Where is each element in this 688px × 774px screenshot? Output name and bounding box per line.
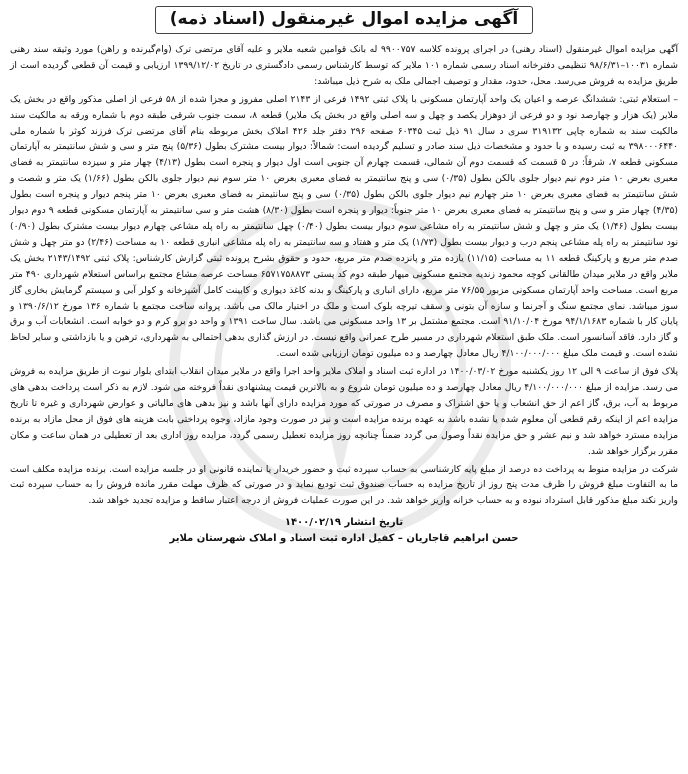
property-description-paragraph: – استعلام ثبتی: ششدانگ عرصه و اعیان یک واحد آپارتمان مسکونی با پلاک ثبتی ۱۴۹۲ فرعی از ۲۱۴۳ اصلی مفروز و مجزا شده از ۵۸ فرعی از اصلی مذکور واقع در بخش یک ملایر (یک هزار و چهارصد نود و دو فرعی از دوهزار یکصد و چهل و سه اصلی واقع در بخش یک ملایر) قطعه ۸، سمت جنوب شرقی طبقه دوم با شماره ورقه به مالکیت سند مالکیت سند به شماره چاپی ۳۱۹۱۳۲ سری د سال ۹۱ ذیل ثبت ۶۰۳۴۵ صفحه ۲۹۶ دفتر جلد ۴۲۶ املاک بخش مربوطه بنام آقای مرتضی ترک فرزند کوثر با شماره ملی ۳۹۸۰۰۰۶۴۴۰ به ثبت رسیده و با حدود و مشخصات ذیل سند صادر و تسلیم گردیده است: شمالاً: دیوار بیست مشترک بطول (۵/۳۶) پنج متر و سی و شش سانتیمتر به آپارتمان مسکونی قطعه ۷، شرقاً: در ۵ قسمت که قسمت دوم آن شمالی، قسمت چهارم آن جنوبی است اول دیوار و پنجره است بطول (۴/۱۳) چهار متر و سیزده سانتیمتر به فضای معبری بعرض ۱۰ متر دوم نیم دیوار جلوی بالکن بطول (۰/۳۵) سی و پنج سانتیمتر به فضای معبری بعرض ۱۰ متر سوم نیم دیوار جلوی بالکن بطول (۱/۶۶) یک متر و شصت و شش سانتیمتر به فضای معبری بعرض ۱۰ متر چهارم نیم دیوار جلوی بالکن بطول (۰/۳۵) سی و پنج سانتیمتر به فضای معبری بعرض ۱۰ متر پنجم دیوار و پنجره است بطول (۴/۳۵) چهار متر و سی و پنج سانتیمتر به فضای معبری بعرض ۱۰ متر جنوباً: دیوار و پنجره است بطول (۸/۳۰) هشت متر و سی سانتیمتر به آپارتمان مسکونی قطعه ۹ دوم دیوار بیست بطول (۱/۴۶) یک متر و چهل و شش سانتیمتر به راه مشاعی سوم دیوار بیست بطول (۰/۴۰) چهل سانتیمتر به راه پله مشاعی چهارم دیوار بیست مشترک بطول (۰/۹۰) نود سانتیمتر به راه پله مشاعی پنجم درب و دیوار بیست بطول (۱/۷۳) یک متر و هفتاد و سه سانتیمتر به راه پله مشاعی انباری قطعه ۱۰ به مساحت (۲/۴۶) دو متر چهل و شش صدم متر مربع و پارکینگ قطعه ۱۱ به مساحت (۱۱/۱۵) یازده متر و پانزده صدم متر مربع، حدود و حقوق بشرح پرونده ثبتی گزارش کارشناس: پلاک ثبتی ۲۱۴۳/۱۴۹۲ بخش یک ملایر واقع در ملایر میدان طالقانی کوچه محمود زندیه مجتمع مسکونی میهار طبقه دوم کد پستی ۶۵۷۱۷۵۸۸۷۳ مساحت عرصه مشاع مجتمع براساس استعلام شهرداری ۴۹۰ متر مربع است. مساحت واحد آپارتمان مسکونی مزبور ۷۶/۵۵ متر مربع، دارای انباری و پارکینگ و بدنه کاغذ دیواری و کابینت کامل آشپزخانه و کولر آبی و سیستم گرمایش بخاری گاز سوز میباشد. نمای مجتمع سنگ و آجرنما و سازه آن بتونی و سقف تیرچه بلوک است و ملک در اختیار مالک می باشد. پروانه ساخت مجتمع با شماره ۱۳۶ مورخ ۱۳۹۰/۶/۱۲ و پایان کار با شماره ۹۴/۱/۱۶۸۳ مورخ ۹۱/۱۰/۰۴ است. مجتمع مشتمل بر ۱۳ واحد مسکونی می باشد. سال ساخت ۱۳۹۱ و واحد دو برو کرم و دو خوابه است. انشعابات آب و برق و گاز دارد. فاقد آسانسور است. ملک طبق استعلام شهرداری در مسیر طرح عمرانی واقع نیست. در ارزش گذاری بدهی احتمالی به شهرداری، ترهین و یا بازداشتی و سایر لحاظ نشده است. و قیمت ملک مبلغ ۴/۱۰۰/۰۰۰/۰۰۰ ریال معادل چهارصد و ده میلیون تومان ارزیابی شده است.	[10, 93, 679, 360]
notice-title: آگهی مزایده اموال غیرمنقول (اسناد ذمه)	[155, 6, 533, 34]
signer-line: حسن ابراهیم قاجاریان – کفیل اداره ثبت اسناد و املاک شهرستان ملایر	[169, 533, 519, 545]
intro-paragraph: آگهی مزایده اموال غیرمنقول (اسناد رهنی) در اجرای پرونده کلاسه ۹۹۰۰۷۵۷ له بانک قوامین شعبه ملایر و علیه آقای مرتضی ترک (وام‌گیرنده و راهن) مورد وثیقه سند رهنی شماره ۱۰۰۳۱–۹۸/۶/۳۱ تنظیمی دفترخانه اسناد رسمی شماره ۱۰۱ ملایر که توسط کارشناس رسمی دادگستری در تاریخ ۱۳۹۹/۱۲/۰۲ ارزیابی و قیمت آن قطعی گردیده است از طریق مزایده به فروش می‌رسد. محل، حدود، مقدار و توصیف اجمالی ملک به شرح ذیل میباشد:	[10, 44, 678, 87]
notice-body	[10, 42, 678, 509]
title-wrap	[8, 6, 680, 34]
participation-terms-paragraph: شرکت در مزایده منوط به پرداخت ده درصد از مبلغ پایه کارشناسی به حساب سپرده ثبت و حضور خریدار یا نماینده قانونی او در جلسه مزایده است. برنده مزایده مکلف است ما به التفاوت مبلغ فروش را ظرف مدت پنج روز از تاریخ مزایده به حساب صندوق ثبت تودیع نماید و در صورتی که ظرف مهلت مقرر مانده فروش را به حساب سپرده ثبت واریز نکند مبلغ مذکور قابل استرداد نبوده و به حساب خزانه واریز خواهد شد. در این صورت عملیات فروش از درجه اعتبار ساقط و مزایده تجدید خواهد شد.	[10, 463, 678, 507]
notice-footer	[8, 515, 680, 547]
auction-terms-paragraph: پلاک فوق از ساعت ۹ الی ۱۲ روز یکشنبه مورخ ۱۴۰۰/۰۳/۰۲ در اداره ثبت اسناد و املاک ملایر واحد اجرا واقع در ملایر میدان انقلاب ابتدای بلوار نبوت از طریق مزایده به فروش می رسد. مزایده از مبلغ ۴/۱۰۰/۰۰۰/۰۰۰ ریال معادل چهارصد و ده میلیون تومان شروع و به بالاترین قیمت پیشنهادی نقداً فروخته می شود. لازم به ذکر است پرداخت بدهی های مربوط به آب، برق، گاز اعم از حق انشعاب و یا حق اشتراک و مصرف در صورتی که مورد مزایده دارای آنها باشد و نیز بدهی های مالیاتی و عوارض شهرداری و غیره تا تاریخ مزایده اعم از اینکه رقم قطعی آن معلوم شده یا نشده باشد به عهده برنده مزایده است و نیز در صورت وجود مازاد، وجوه پرداختی بابت هزینه های فوق از محل مازاد به برنده مزایده مسترد خواهد شد و نیم عشر و حق مزایده نقداً وصول می گردد ضمناً چنانچه روز مزایده تعطیل رسمی گردد، مزایده روز اداری بعد از تعطیلی در همان ساعت و مکان مقرر برگزار خواهد شد.	[10, 366, 679, 457]
publish-date: تاریخ انتشار ۱۴۰۰/۰۲/۱۹	[284, 517, 404, 529]
